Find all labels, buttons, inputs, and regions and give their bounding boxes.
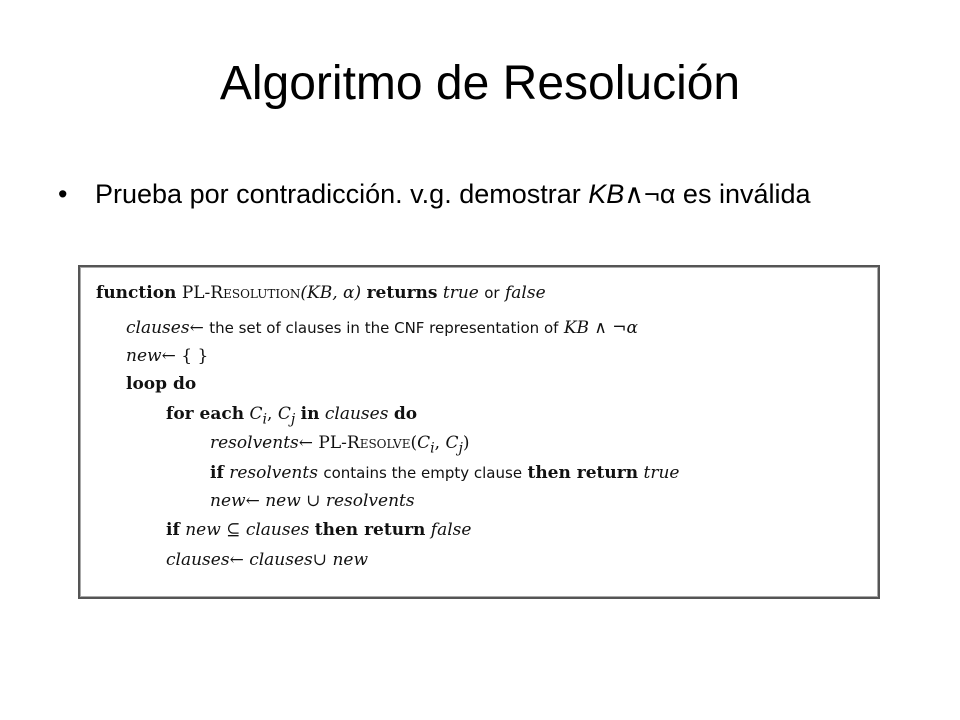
assign-arrow: ←	[189, 318, 204, 338]
kw-function: function	[96, 283, 177, 303]
empty-set: { }	[181, 346, 209, 366]
assign-arrow: ←	[229, 550, 244, 570]
comma: ,	[267, 404, 273, 424]
cj-sub: j	[290, 411, 296, 428]
resolve-fn: PL-Resolve	[318, 433, 411, 453]
var-resolvents: resolvents	[210, 433, 299, 453]
kw-in: in	[300, 404, 320, 424]
ci-sub: i	[430, 440, 435, 457]
var-clauses: clauses	[166, 550, 230, 570]
algo-line-9	[166, 520, 471, 540]
algo-line-4	[126, 374, 196, 394]
val-true: true	[442, 283, 479, 303]
var-new: new	[210, 491, 246, 511]
var-resolvents: resolvents	[229, 463, 318, 483]
comma: ,	[434, 433, 446, 453]
kw-do: do	[393, 404, 418, 424]
algo-line-2	[126, 318, 638, 338]
word-or: or	[484, 284, 500, 302]
val-false: false	[430, 520, 472, 540]
kw-returns: returns	[366, 283, 438, 303]
subset-symbol: ⊆	[226, 520, 241, 540]
kw-then-return: then return	[314, 520, 426, 540]
var-new: new	[332, 550, 368, 570]
var-new: new	[265, 491, 301, 511]
ci-sub: i	[262, 411, 268, 428]
algo-line-6	[210, 433, 470, 456]
ci: C	[417, 433, 431, 453]
union-symbol: ∪	[312, 550, 328, 570]
algo-line-1	[96, 283, 546, 303]
var-new: new	[185, 520, 221, 540]
cj: C	[277, 404, 291, 424]
val-true: true	[643, 463, 680, 483]
kw-for-each: for each	[166, 404, 245, 424]
var-clauses: clauses	[249, 550, 313, 570]
algo-line-5	[166, 404, 417, 427]
assign-arrow: ←	[298, 433, 314, 453]
assign-arrow: ←	[161, 346, 176, 366]
assign-arrow: ←	[245, 491, 260, 511]
clauses-description: the set of clauses in the CNF representation of	[209, 319, 559, 337]
var-clauses: clauses	[126, 318, 190, 338]
function-name: PL-Resolution	[181, 283, 301, 303]
kw-loop-do: loop do	[126, 374, 197, 394]
paren-close: )	[462, 433, 470, 453]
kb-expr: KB ∧ ¬α	[563, 318, 638, 338]
union-symbol: ∪	[306, 491, 321, 511]
ci: C	[249, 404, 263, 424]
algo-line-3	[126, 346, 208, 366]
empty-clause-text: contains the empty clause	[323, 464, 523, 482]
var-resolvents: resolvents	[325, 491, 415, 511]
bullet-and-not: ∧¬	[624, 179, 660, 209]
kw-then-return: then return	[527, 463, 639, 483]
kw-if: if	[210, 463, 224, 483]
slide-title: Algoritmo de Resolución	[219, 57, 741, 110]
var-clauses: clauses	[245, 520, 310, 540]
cj-sub: j	[458, 440, 463, 457]
paren-open: (	[410, 433, 418, 453]
bullet-kb: KB	[588, 179, 625, 209]
bullet-marker: •	[58, 179, 68, 209]
algo-line-7	[210, 463, 679, 483]
algorithm-box	[78, 265, 880, 599]
bullet-text	[95, 178, 895, 210]
var-new: new	[126, 346, 162, 366]
algo-line-10	[166, 550, 368, 570]
var-clauses: clauses	[324, 404, 389, 424]
bullet-text-after: es inválida	[675, 179, 811, 209]
val-false: false	[505, 283, 546, 303]
bullet-alpha: α	[659, 179, 676, 209]
bullet-text-before: Prueba por contradicción. v.g. demostrar	[95, 179, 589, 209]
function-args: (KB, α)	[300, 283, 362, 303]
algo-line-8	[210, 491, 415, 511]
cj: C	[445, 433, 459, 453]
kw-if: if	[166, 520, 180, 540]
